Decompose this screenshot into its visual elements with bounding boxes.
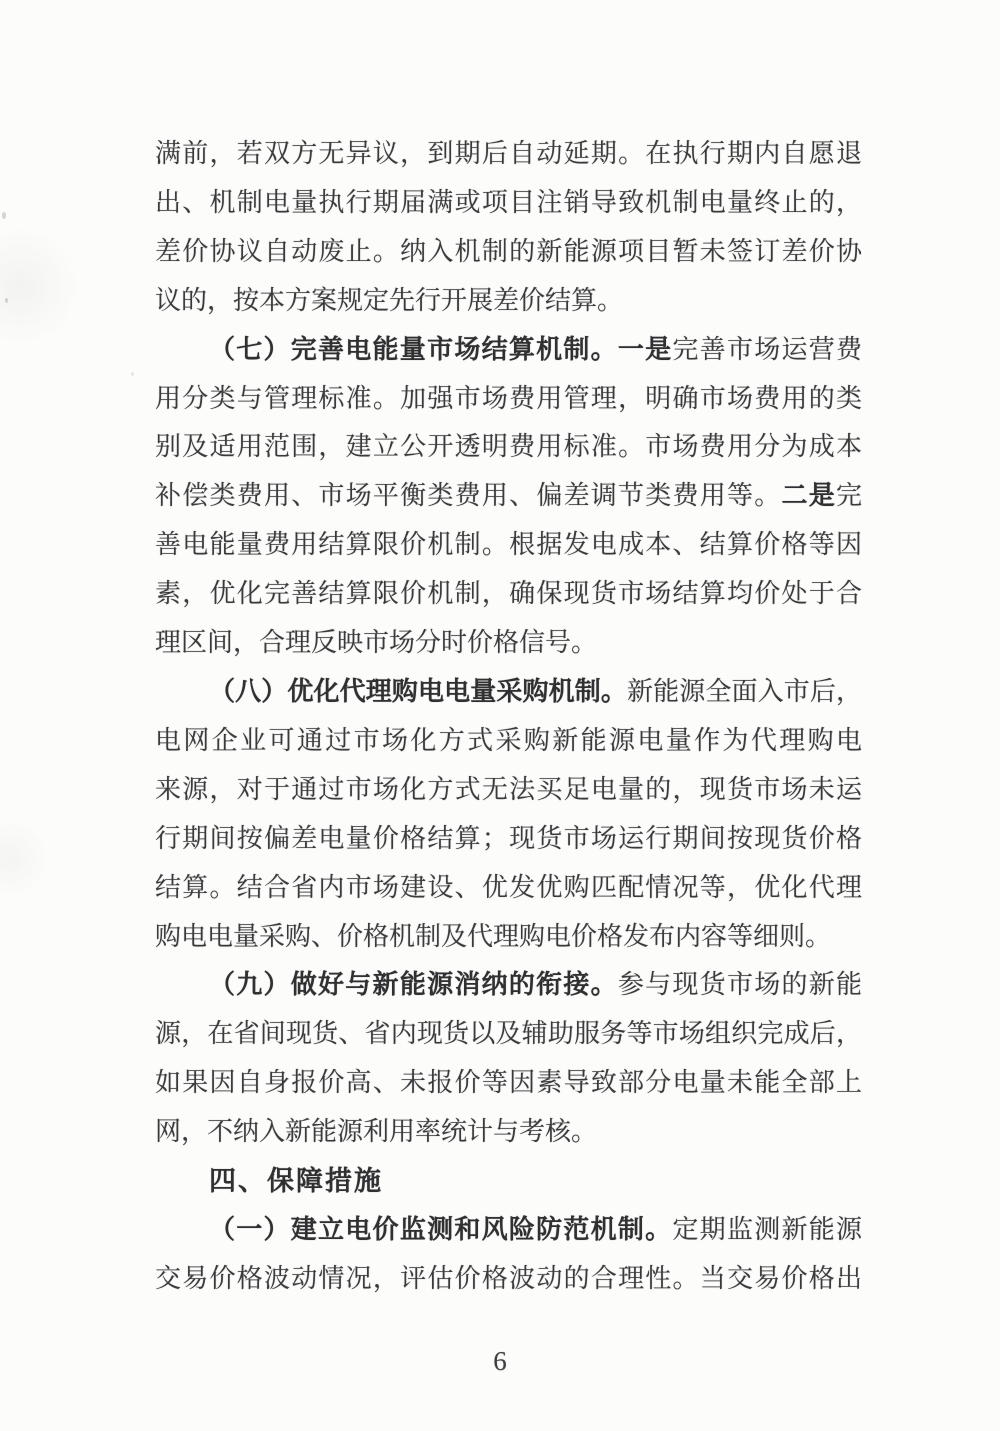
text-line	[155, 277, 862, 326]
body-text: 素，优化完善结算限价机制，确保现货市场结算均价处于合	[155, 579, 862, 609]
text-line	[155, 228, 862, 277]
emphasis-text: （八）优化代理购电电量采购机制。	[209, 676, 627, 706]
text-line	[155, 1059, 862, 1108]
body-text: 满前，若双方无异议，到期后自动延期。在执行期内自愿退	[155, 139, 862, 168]
body-text: 议的，按本方案规定先行开展差价结算。	[155, 285, 624, 315]
text-line	[155, 1206, 862, 1255]
emphasis-text: （一）建立电价监测和风险防范机制。	[209, 1214, 673, 1244]
text-line	[155, 815, 862, 864]
text-line	[155, 570, 862, 619]
body-text: 出、机制电量执行期届满或项目注销导致机制电量终止的，	[155, 187, 862, 217]
body-text: 源，在省间现货、省内现货以及辅助服务等市场组织完成后，	[155, 1019, 862, 1049]
body-text: 电网企业可通过市场化方式采购新能源电量作为代理购电	[155, 725, 862, 755]
body-text: 结算。结合省内市场建设、优发优购匹配情况等，优化代理	[155, 872, 862, 902]
scan-speck	[5, 298, 8, 303]
body-text: 定期监测新能源	[672, 1214, 862, 1244]
document-body	[155, 130, 862, 1304]
body-text: 参与现货市场的新能	[617, 970, 862, 1000]
body-text: 新能源全面入市后，	[626, 676, 862, 706]
text-line	[155, 913, 862, 962]
body-text: 差价协议自动废止。纳入机制的新能源项目暂未签订差价协	[155, 236, 862, 266]
section-heading-line	[155, 1157, 862, 1206]
text-line	[155, 472, 862, 521]
text-line	[155, 521, 862, 570]
emphasis-text: 二是	[781, 481, 836, 511]
scan-speck	[131, 372, 134, 376]
body-text: 网，不纳入新能源利用率统计与考核。	[155, 1117, 598, 1147]
body-text: 行期间按偏差电量价格结算；现货市场运行期间按现货价格	[155, 823, 862, 853]
emphasis-text: 四、保障措施	[209, 1166, 383, 1197]
text-line	[155, 375, 862, 424]
text-line	[155, 668, 862, 717]
text-line	[155, 130, 862, 179]
body-text: 善电能量费用结算限价机制。根据发电成本、结算价格等因	[155, 530, 862, 560]
body-text: 交易价格波动情况，评估价格波动的合理性。当交易价格出	[155, 1263, 862, 1293]
text-line	[155, 1255, 862, 1304]
emphasis-text: （九）做好与新能源消纳的衔接。	[209, 970, 618, 1000]
text-line	[155, 1108, 862, 1157]
body-text: 别及适用范围，建立公开透明费用标准。市场费用分为成本	[155, 432, 862, 462]
body-text: 理区间，合理反映市场分时价格信号。	[155, 628, 598, 658]
body-text: 用分类与管理标准。加强市场费用管理，明确市场费用的类	[155, 383, 862, 413]
text-line	[155, 1010, 862, 1059]
body-text: 完	[835, 481, 862, 511]
body-text: 购电电量采购、价格机制及代理购电价格发布内容等细则。	[155, 921, 832, 951]
body-text: 完善市场运营费	[672, 334, 862, 364]
body-text: 来源，对于通过市场化方式无法买足电量的，现货市场未运	[155, 774, 862, 804]
body-text: 补偿类费用、市场平衡类费用、偏差调节类费用等。	[155, 481, 782, 511]
text-line	[155, 766, 862, 815]
text-line	[155, 864, 862, 913]
text-line	[155, 961, 862, 1010]
text-line	[155, 717, 862, 766]
text-line	[155, 326, 862, 375]
text-line	[155, 179, 862, 228]
emphasis-text: （七）完善电能量市场结算机制。	[209, 334, 618, 364]
emphasis-text: 一是	[617, 334, 673, 364]
text-line	[155, 619, 862, 668]
page-number: 6	[493, 1346, 507, 1376]
scan-speck	[2, 212, 6, 219]
text-line	[155, 423, 862, 472]
body-text: 如果因自身报价高、未报价等因素导致部分电量未能全部上	[155, 1068, 862, 1098]
